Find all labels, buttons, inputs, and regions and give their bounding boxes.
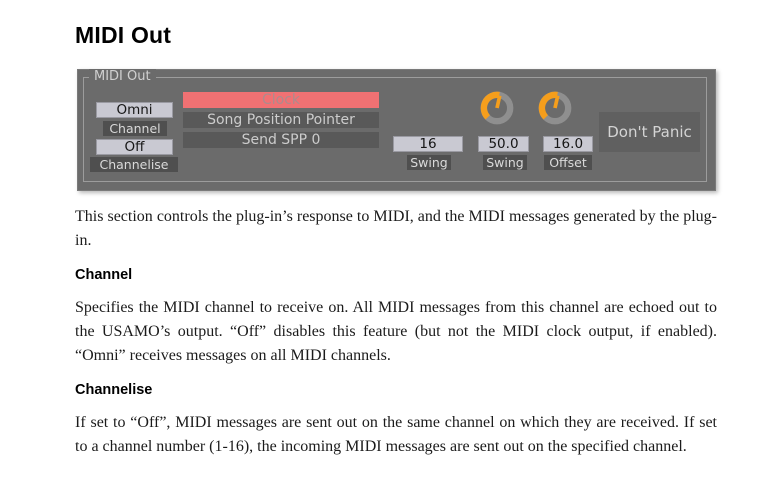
section-heading-channelise: Channelise [75,382,153,398]
offset-knob[interactable] [536,89,574,127]
dont-panic-button[interactable]: Don't Panic [599,112,700,152]
offset-value-box[interactable]: 16.0 [543,136,593,152]
offset-label: Offset [544,155,592,170]
clock-button[interactable]: Clock [183,92,379,108]
send-spp-button[interactable]: Send SPP 0 [183,132,379,148]
section-heading-channel: Channel [75,267,133,283]
groupbox-legend: MIDI Out [89,69,156,84]
page-title: MIDI Out [75,22,172,48]
channelise-label: Channelise [90,157,178,172]
song-position-pointer-button[interactable]: Song Position Pointer [183,112,379,128]
swing-divisions-value-box[interactable]: 16 [393,136,463,152]
section-body-channelise: If set to “Off”, MIDI messages are sent out on the same channel on which they are received. If set to a channel number (1-16), the incoming MIDI messages are sent out on the specified channel. [75,414,717,455]
section-body-channel: Specifies the MIDI channel to receive on. All MIDI messages from this channel are echoed out to the USAMO’s output. “Off” disables this feature (but not the MIDI clock output, if enabled). “Omni” receives messages on all MIDI channels. [75,299,717,364]
doc-body [75,205,717,459]
swing-divisions-label: Swing [407,155,451,170]
intro-paragraph: This section controls the plug-in’s response to MIDI, and the MIDI messages generated by the plug-in. [75,208,717,249]
swing-amount-label: Swing [483,155,527,170]
channelise-value-box[interactable]: Off [96,139,173,155]
channel-label: Channel [103,121,167,136]
channel-value-box[interactable]: Omni [96,102,173,118]
swing-amount-value-box[interactable]: 50.0 [478,136,529,152]
midi-out-panel [77,69,716,191]
swing-knob[interactable] [478,89,516,127]
